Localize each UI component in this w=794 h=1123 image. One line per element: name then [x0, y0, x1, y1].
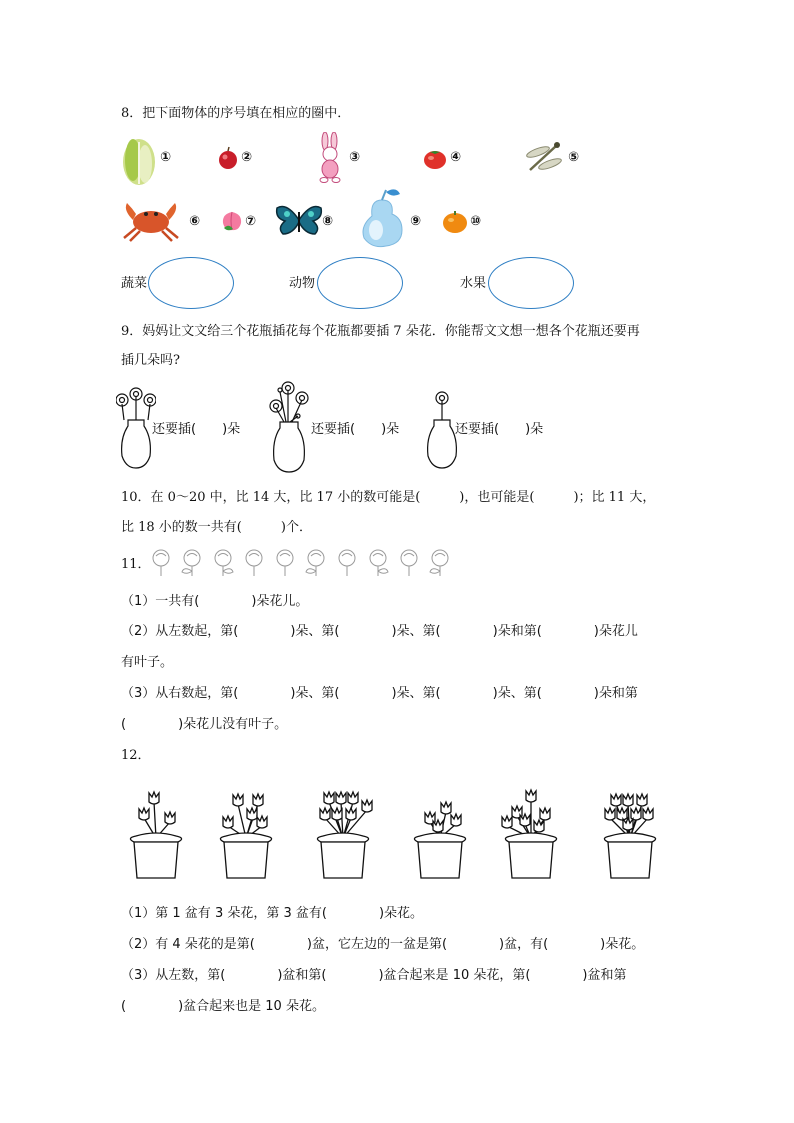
fruit-answer-circle[interactable]	[488, 257, 574, 309]
q12-number: 12．	[121, 748, 151, 763]
category-fruit-label: 水果	[460, 276, 487, 291]
q10-text-line2: 比 18 小的数一共有( )个．	[121, 520, 312, 535]
category-animal-label: 动物	[289, 276, 316, 291]
flowers-row-icon	[146, 548, 464, 578]
crab-icon	[118, 200, 184, 242]
butterfly-icon	[275, 204, 323, 236]
q12-sub1: （1）第 1 盆有 3 朵花，第 3 盆有( )朵花。	[121, 906, 424, 921]
vase-2-label: 还要插( )朵	[311, 422, 400, 437]
item-number-5: ⑤	[568, 150, 580, 165]
rabbit-icon	[312, 132, 348, 184]
apple-icon	[216, 146, 240, 170]
item-number-2: ②	[241, 150, 253, 165]
q8-title: 8．把下面物体的序号填在相应的圈中．	[121, 106, 351, 121]
item-number-4: ④	[450, 150, 462, 165]
vase-2-icon	[266, 378, 312, 474]
vase-3-label: 还要插( )朵	[455, 422, 544, 437]
item-number-7: ⑦	[245, 214, 257, 229]
vase-1-label: 还要插( )朵	[152, 422, 241, 437]
pear-icon	[356, 186, 408, 250]
vase-1-icon	[116, 386, 156, 470]
orange-icon	[441, 208, 469, 234]
q11-sub2-line2: 有叶子。	[121, 655, 174, 670]
q9-text-line2: 插几朵吗?	[121, 353, 180, 368]
item-number-8: ⑧	[322, 214, 334, 229]
vegetable-answer-circle[interactable]	[148, 257, 234, 309]
tomato-icon	[422, 146, 448, 170]
item-number-9: ⑨	[410, 214, 422, 229]
q11-sub2-line1: （2）从左数起，第( )朵、第( )朵、第( )朵和第( )朵花儿	[121, 624, 638, 639]
q11-number: 11．	[121, 557, 151, 572]
item-number-1: ①	[160, 150, 172, 165]
item-number-10: ⑩	[470, 214, 482, 229]
q12-sub3-line2: ( )盆合起来也是 10 朵花。	[121, 999, 325, 1014]
q10-text-line1: 10．在 0～20 中，比 14 大，比 17 小的数可能是( )，也可能是( )；比 11 大，	[121, 490, 656, 505]
cabbage-icon	[120, 134, 158, 186]
q11-sub1: （1）一共有( )朵花儿。	[121, 594, 309, 609]
q12-sub2: （2）有 4 朵花的是第( )盆，它左边的一盆是第( )盆，有( )朵花。	[121, 937, 645, 952]
peach-icon	[220, 208, 244, 232]
category-vegetable-label: 蔬菜	[121, 276, 148, 291]
q11-sub3-line2: ( )朵花儿没有叶子。	[121, 717, 288, 732]
q9-text-line1: 9．妈妈让文文给三个花瓶插花每个花瓶都要插 7 朵花．你能帮文文想一想各个花瓶还要再	[121, 324, 640, 339]
q12-sub3-line1: （3）从左数，第( )盆和第( )盆合起来是 10 朵花，第( )盆和第	[121, 968, 627, 983]
item-number-3: ③	[349, 150, 361, 165]
animal-answer-circle[interactable]	[317, 257, 403, 309]
q11-sub3-line1: （3）从右数起，第( )朵、第( )朵、第( )朵、第( )朵和第	[121, 686, 638, 701]
flower-pots-icon	[118, 782, 668, 890]
item-number-6: ⑥	[189, 214, 201, 229]
dragonfly-icon	[520, 140, 566, 176]
